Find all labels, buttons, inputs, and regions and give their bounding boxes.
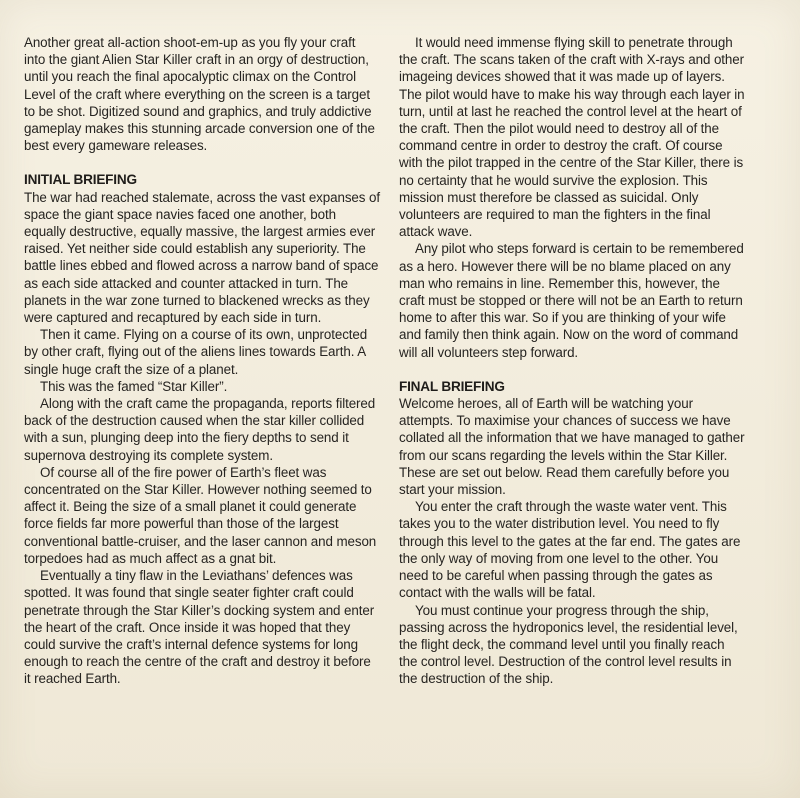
intro-paragraph: Another great all-action shoot-em-up as you fly your craft into the giant Alien Star Killer craft in an orgy of destruction, until you reach the final apocalyptic climax on the Control Level of the craft where everything on the screen is a target to be shot. Digitized sound and graphics, and truly addictive gameplay makes this stunning arcade conversion one of the best every gameware releases. <box>24 35 375 154</box>
final-paragraph: You enter the craft through the waste water vent. This takes you to the water distribution level. You need to fly through this level to the gates at the far end. The gates are the only way of moving from one level to the other. You need to be careful when passing through the gates as contact with the walls will be fatal. <box>399 499 741 601</box>
final-paragraph: You must continue your progress through the ship, passing across the hydroponics level, the residential level, the flight deck, the command level until you finally reach the control level. Destruction of the control level results in the destruction of the ship. <box>399 602 738 687</box>
final-paragraph: Welcome heroes, all of Earth will be watching your attempts. To maximise your chances of success we have collated all the information that we have managed to gather from our scans regarding the levels within the Star Killer. These are set out below. Read them carefully before you start your mission. <box>399 396 745 498</box>
final-briefing-heading: FINAL BRIEFING <box>399 378 505 394</box>
briefing-paragraph: The war had reached stalemate, across the vast expanses of space the giant space navies faced one another, both equally destructive, equally massive, the largest armies ever raised. Yet neither side could establish any superiority. The battle lines ebbed and flowed across a narrow band of space as each side attacked and counter attacked in turn. The planets in the war zone turned to blackened wrecks as they were captured and recaptured by each side in turn. <box>24 189 380 326</box>
right-column <box>399 34 745 688</box>
briefing-paragraph: Of course all of the fire power of Earth’s fleet was concentrated on the Star Killer. However nothing seemed to affect it. Being the size of a small planet it could generate force fields far more powerful than those of the largest conventional battle-cruiser, and the laser cannon and meson torpedoes had as much affect as a gnat bit. <box>24 464 377 566</box>
briefing-paragraph: It would need immense flying skill to penetrate through the craft. The scans taken of the craft with X-rays and other imageing devices showed that it was made up of layers. The pilot would have to make his way through each layer in turn, until at last he reached the control level at the heart of the craft. Then the pilot would need to destroy all of the command centre in order to destroy the craft. Of course with the pilot trapped in the centre of the Star Killer, there is no certainty that he would survive the explosion. This mission must therefore be classed as suicidal. Only volunteers are required to man the fighters in the final attack wave. <box>399 35 745 240</box>
spacer <box>24 154 380 171</box>
briefing-paragraph: Eventually a tiny flaw in the Leviathans’ defences was spotted. It was found that single seater fighter craft could penetrate through the Star Killer’s docking system and enter the heart of the craft. Once inside it was hoped that they could survive the craft’s internal defence systems for long enough to reach the centre of the craft and destroy it before it reached Earth. <box>24 568 375 687</box>
briefing-paragraph: Then it came. Flying on a course of its own, unprotected by other craft, flying out of the aliens lines towards Earth. A single huge craft the size of a planet. <box>24 327 368 377</box>
briefing-paragraph: Along with the craft came the propaganda, reports filtered back of the destruction caused when the star killer collided with a sun, plunging deep into the fiery depths to send it supernova destroying its complete system. <box>24 396 376 463</box>
briefing-paragraph: Any pilot who steps forward is certain to be remembered as a hero. However there will be no blame placed on any man who remains in line. Remember this, however, the craft must be stopped or there will not be an Earth to return home to after this war. So if you are thinking of your wife and family then think again. Now on the word of command will all volunteers step forward. <box>399 241 744 360</box>
briefing-paragraph: This was the famed “Star Killer”. <box>40 378 228 394</box>
spacer <box>399 361 745 378</box>
initial-briefing-heading: INITIAL BRIEFING <box>24 172 137 188</box>
left-column <box>24 34 380 688</box>
